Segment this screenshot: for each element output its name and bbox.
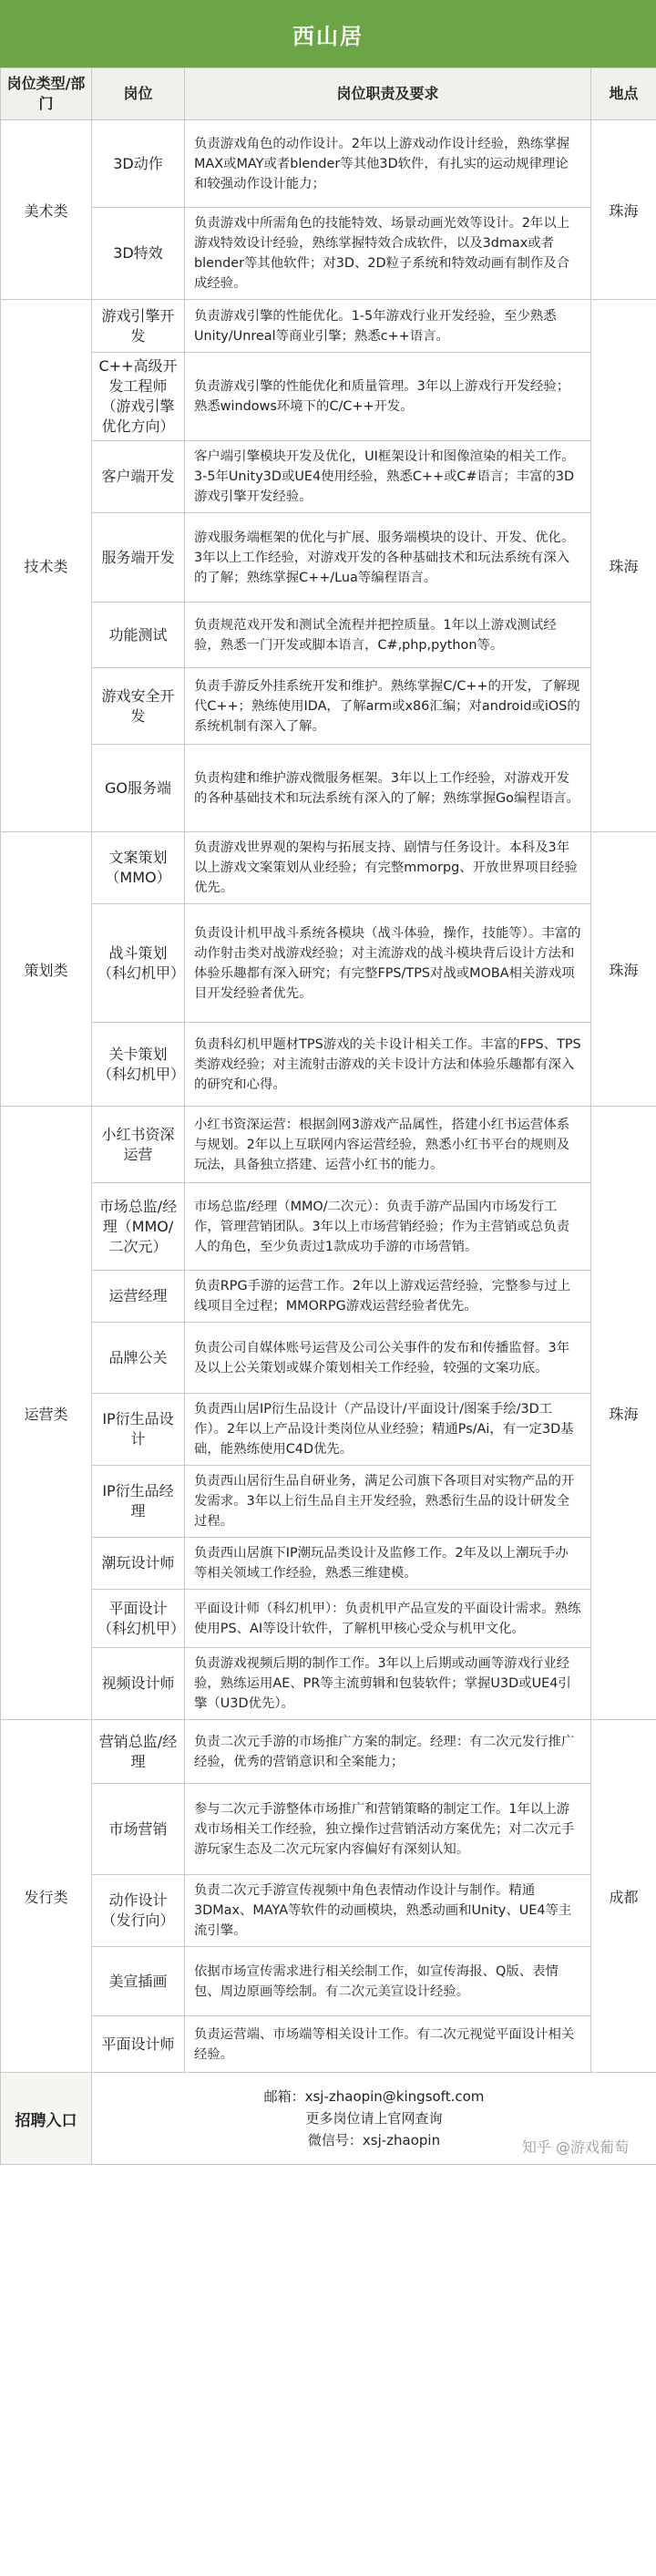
description-cell: 负责游戏引擎的性能优化和质量管理。3年以上游戏行开发经验；熟悉windows环境下的C/C++开发。 — [185, 353, 591, 441]
category-cell: 技术类 — [1, 300, 92, 832]
position-cell: 视频设计师 — [92, 1648, 185, 1720]
description-cell: 负责西山居衍生品自研业务，满足公司旗下各项目对实物产品的开发需求。3年以上衍生品自主开发经验，熟悉衍生品的设计研发全过程。 — [185, 1466, 591, 1538]
position-cell: 运营经理 — [92, 1271, 185, 1323]
description-cell: 负责规范戏开发和测试全流程并把控质量。1年以上游戏测试经验，熟悉一门开发或脚本语言，C#,php,python等。 — [185, 603, 591, 668]
table-row — [1, 208, 656, 300]
position-cell: 游戏安全开发 — [92, 668, 185, 745]
position-cell: 市场营销 — [92, 1784, 185, 1875]
description-cell: 游戏服务端框架的优化与扩展、服务端模块的设计、开发、优化。3年以上工作经验，对游戏开发的各种基础技术和玩法系统有深入的了解；熟练掌握C++/Lua等编程语言。 — [185, 513, 591, 603]
description-cell: 市场总监/经理（MMO/二次元）：负责手游产品国内市场发行工作，管理营销团队。3年以上市场营销经验；作为主营销或总负责人的角色，至少负责过1款成功手游的市场营销。 — [185, 1183, 591, 1271]
table-row — [1, 120, 656, 208]
footer-info — [92, 2073, 656, 2165]
footer-more: 更多岗位请上官网查询 — [305, 2110, 443, 2127]
table-row — [1, 1648, 656, 1720]
description-cell: 平面设计师（科幻机甲）：负责机甲产品宣发的平面设计需求。熟练使用PS、AI等设计软件，了解机甲核心受众与机甲文化。 — [185, 1590, 591, 1648]
location-cell: 珠海 — [591, 1107, 656, 1720]
position-cell: 客户端开发 — [92, 441, 185, 513]
description-cell: 负责二次元手游的市场推广方案的制定。经理：有二次元发行推广经验，优秀的营销意识和全案能力； — [185, 1720, 591, 1784]
table-row — [1, 300, 656, 353]
jobs-table — [0, 67, 656, 2165]
description-cell: 负责游戏视频后期的制作工作。3年以上后期或动画等游戏行业经验，熟练运用AE、PR等主流剪辑和包装软件；掌握U3D或UE4引擎（U3D优先）。 — [185, 1648, 591, 1720]
position-cell: 文案策划（MMO） — [92, 832, 185, 904]
description-cell: 参与二次元手游整体市场推广和营销策略的制定工作。1年以上游戏市场相关工作经验，独立操作过营销活动方案优先；对二次元手游玩家生态及二次元玩家内容偏好有深刻认知。 — [185, 1784, 591, 1875]
description-cell: 负责游戏世界观的架构与拓展支持、剧情与任务设计。本科及3年以上游戏文案策划从业经验；有完整mmorpg、开放世界项目经验优先。 — [185, 832, 591, 904]
table-row — [1, 1323, 656, 1394]
table-row — [1, 1875, 656, 1947]
location-cell: 成都 — [591, 1720, 656, 2073]
description-cell: 依据市场宣传需求进行相关绘制工作，如宣传海报、Q版、表情包、周边原画等绘制。有二次元美宣设计经验。 — [185, 1947, 591, 2016]
description-cell: 负责科幻机甲题材TPS游戏的关卡设计相关工作。丰富的FPS、TPS类游戏经验；对主流射击游戏的关卡设计方法和体验乐趣都有深入的研究和心得。 — [185, 1023, 591, 1107]
position-cell: 3D动作 — [92, 120, 185, 208]
category-cell: 发行类 — [1, 1720, 92, 2073]
position-cell: 3D特效 — [92, 208, 185, 300]
table-row — [1, 1947, 656, 2016]
position-cell: GO服务端 — [92, 745, 185, 832]
footer-row — [1, 2073, 656, 2165]
watermark-text: 知乎 @游戏葡萄 — [521, 2138, 629, 2156]
position-cell: 品牌公关 — [92, 1323, 185, 1394]
table-row — [1, 1538, 656, 1590]
position-cell: 功能测试 — [92, 603, 185, 668]
position-cell: 市场总监/经理（MMO/二次元） — [92, 1183, 185, 1271]
position-cell: 服务端开发 — [92, 513, 185, 603]
table-row — [1, 513, 656, 603]
table-row — [1, 668, 656, 745]
table-row — [1, 2016, 656, 2073]
table-row — [1, 745, 656, 832]
category-cell: 美术类 — [1, 120, 92, 300]
description-cell: 负责二次元手游宣传视频中角色表情动作设计与制作。精通3DMax、MAYA等软件的动画模块，熟悉动画和Unity、UE4等主流引擎。 — [185, 1875, 591, 1947]
table-header-row — [1, 68, 656, 120]
position-cell: C++高级开发工程师（游戏引擎优化方向） — [92, 353, 185, 441]
header-location: 地点 — [591, 68, 656, 120]
position-cell: 平面设计（科幻机甲） — [92, 1590, 185, 1648]
location-cell: 珠海 — [591, 300, 656, 832]
description-cell: 客户端引擎模块开发及优化，UI框架设计和图像渲染的相关工作。3-5年Unity3D或UE4使用经验，熟悉C++或C#语言；丰富的3D游戏引擎开发经验。 — [185, 441, 591, 513]
position-cell: 美宣插画 — [92, 1947, 185, 2016]
table-row — [1, 1271, 656, 1323]
table-row — [1, 1466, 656, 1538]
position-cell: 小红书资深运营 — [92, 1107, 185, 1183]
description-cell: 小红书资深运营：根据剑网3游戏产品属性，搭建小红书运营体系与规划。2年以上互联网内容运营经验，熟悉小红书平台的规则及玩法，具备独立搭建、运营小红书的能力。 — [185, 1107, 591, 1183]
location-cell: 珠海 — [591, 832, 656, 1107]
description-cell: 负责游戏引擎的性能优化。1-5年游戏行业开发经验，至少熟悉Unity/Unreal等商业引擎；熟悉c++语言。 — [185, 300, 591, 353]
position-cell: 营销总监/经理 — [92, 1720, 185, 1784]
table-row — [1, 1023, 656, 1107]
position-cell: 游戏引擎开发 — [92, 300, 185, 353]
header-position: 岗位 — [92, 68, 185, 120]
table-row — [1, 441, 656, 513]
description-cell: 负责RPG手游的运营工作。2年以上游戏运营经验，完整参与过上线项目全过程；MMORPG游戏运营经验者优先。 — [185, 1271, 591, 1323]
position-cell: 战斗策划（科幻机甲） — [92, 904, 185, 1023]
location-cell: 珠海 — [591, 120, 656, 300]
description-cell: 负责西山居旗下IP潮玩品类设计及监修工作。2年及以上潮玩手办等相关领域工作经验，熟悉三维建模。 — [185, 1538, 591, 1590]
description-cell: 负责运营端、市场端等相关设计工作。有二次元视觉平面设计相关经验。 — [185, 2016, 591, 2073]
description-cell: 负责手游反外挂系统开发和维护。熟练掌握C/C++的开发，了解现代C++；熟练使用IDA，了解arm或x86汇编；对android或iOS的系统机制有深入了解。 — [185, 668, 591, 745]
footer-label: 招聘入口 — [1, 2073, 92, 2165]
position-cell: 平面设计师 — [92, 2016, 185, 2073]
table-row — [1, 603, 656, 668]
description-cell: 负责公司自媒体账号运营及公司公关事件的发布和传播监督。3年及以上公关策划或媒介策划相关工作经验，较强的文案功底。 — [185, 1323, 591, 1394]
description-cell: 负责游戏角色的动作设计。2年以上游戏动作设计经验，熟练掌握MAX或MAY或者blender等其他3D软件，有扎实的运动规律理论和较强动作设计能力； — [185, 120, 591, 208]
table-row — [1, 904, 656, 1023]
header-category: 岗位类型/部门 — [1, 68, 92, 120]
table-row — [1, 1784, 656, 1875]
position-cell: IP衍生品经理 — [92, 1466, 185, 1538]
page-title: 西山居 — [0, 0, 656, 67]
footer-wechat: 微信号：xsj-zhaopin — [307, 2132, 441, 2148]
table-row — [1, 353, 656, 441]
table-row — [1, 1590, 656, 1648]
table-row — [1, 1720, 656, 1784]
category-cell: 运营类 — [1, 1107, 92, 1720]
category-cell: 策划类 — [1, 832, 92, 1107]
header-duties: 岗位职责及要求 — [185, 68, 591, 120]
position-cell: 动作设计（发行向） — [92, 1875, 185, 1947]
table-row — [1, 1107, 656, 1183]
footer-email: 邮箱：xsj-zhaopin@kingsoft.com — [263, 2088, 485, 2105]
description-cell: 负责设计机甲战斗系统各模块（战斗体验，操作，技能等）。丰富的动作射击类对战游戏经验；对主流游戏的战斗模块背后设计方法和体验乐趣都有深入研究；有完整FPS/TPS对战或MOBA相关游戏项目开发经验者优先。 — [185, 904, 591, 1023]
table-row — [1, 1183, 656, 1271]
table-row — [1, 832, 656, 904]
position-cell: 关卡策划（科幻机甲） — [92, 1023, 185, 1107]
description-cell: 负责游戏中所需角色的技能特效、场景动画光效等设计。2年以上游戏特效设计经验，熟练掌握特效合成软件，以及3dmax或者blender等其他软件；对3D、2D粒子系统和特效动画有制作及合成经验。 — [185, 208, 591, 300]
description-cell: 负责构建和维护游戏微服务框架。3年以上工作经验，对游戏开发的各种基础技术和玩法系统有深入的了解；熟练掌握Go编程语言。 — [185, 745, 591, 832]
position-cell: IP衍生品设计 — [92, 1394, 185, 1466]
description-cell: 负责西山居IP衍生品设计（产品设计/平面设计/图案手绘/3D工作）。2年以上产品设计类岗位从业经验；精通Ps/Ai，有一定3D基础，能熟练使用C4D优先。 — [185, 1394, 591, 1466]
jobs-body — [1, 120, 656, 2073]
position-cell: 潮玩设计师 — [92, 1538, 185, 1590]
table-row — [1, 1394, 656, 1466]
